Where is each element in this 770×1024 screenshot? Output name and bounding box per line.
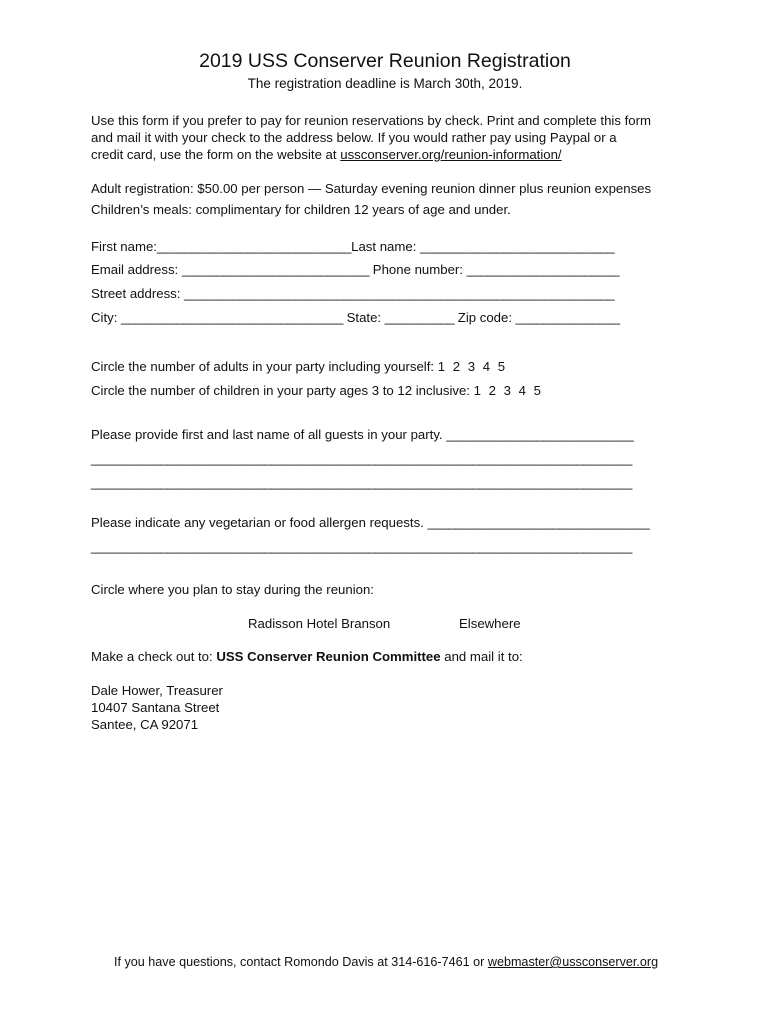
children-pricing: Children’s meals: complimentary for children 12 years of age and under. xyxy=(91,202,511,217)
children-count-row xyxy=(91,383,541,400)
requests-field-1[interactable]: ________________________________ xyxy=(427,515,650,530)
guests-label: Please provide first and last name of all guests in your party. xyxy=(91,427,447,442)
last-name-field[interactable]: ____________________________ xyxy=(420,239,615,254)
guests-field-3[interactable]: ______________________________________________________________________________ xyxy=(91,475,632,490)
street-field[interactable]: ______________________________________________________________ xyxy=(184,286,615,301)
deadline-subtitle: The registration deadline is March 30th, 2019. xyxy=(247,76,523,91)
intro-line-2: and mail it with your check to the address below. If you would rather pay using Paypal or a xyxy=(91,130,617,145)
guests-field-1[interactable]: ___________________________ xyxy=(446,427,634,442)
city-field[interactable]: ________________________________ xyxy=(121,310,343,325)
first-name-label: First name: xyxy=(91,239,157,254)
street-label: Street address: xyxy=(91,286,185,301)
webmaster-email-link[interactable]: webmaster@ussconserver.org xyxy=(487,955,659,969)
guests-row xyxy=(91,427,634,444)
footer-text: If you have questions, contact Romondo Davis at 314-616-7461 or xyxy=(114,955,488,969)
stay-option-elsewhere[interactable]: Elsewhere xyxy=(459,616,521,631)
children-count-options[interactable]: 1 2 3 4 5 xyxy=(473,383,541,398)
email-field[interactable]: ___________________________ xyxy=(181,262,370,277)
adults-count-row xyxy=(91,359,505,376)
state-label: State: xyxy=(342,310,385,325)
guests-field-2[interactable]: ______________________________________________________________________________ xyxy=(91,451,632,466)
address-line-1: Dale Hower, Treasurer xyxy=(91,683,223,698)
adults-count-options[interactable]: 1 2 3 4 5 xyxy=(437,359,506,374)
reunion-info-link[interactable]: ussconserver.org/reunion-information/ xyxy=(340,147,562,162)
requests-label: Please indicate any vegetarian or food allergen requests. xyxy=(91,515,428,530)
name-row xyxy=(91,239,614,256)
requests-row xyxy=(91,515,649,532)
address-line-3: Santee, CA 92071 xyxy=(91,717,199,732)
intro-line-3 xyxy=(91,147,562,164)
adults-count-label: Circle the number of adults in your party including yourself: xyxy=(91,359,435,374)
payment-suffix: and mail it to: xyxy=(440,649,523,664)
state-field[interactable]: __________ xyxy=(384,310,455,325)
page-title: 2019 USS Conserver Reunion Registration xyxy=(199,50,571,72)
payment-instructions xyxy=(91,649,523,666)
email-label: Email address: xyxy=(91,262,182,277)
stay-label: Circle where you plan to stay during the reunion: xyxy=(91,582,374,597)
zip-label: Zip code: xyxy=(454,310,516,325)
city-label: City: xyxy=(91,310,122,325)
payment-prefix: Make a check out to: xyxy=(91,649,217,664)
adult-pricing: Adult registration: $50.00 per person — Saturday evening reunion dinner plus reunion expenses xyxy=(91,181,652,196)
requests-field-2[interactable]: ______________________________________________________________________________ xyxy=(91,539,632,554)
street-row xyxy=(91,286,614,303)
address-line-2: 10407 Santana Street xyxy=(91,700,220,715)
contact-row xyxy=(91,262,619,279)
city-row xyxy=(91,310,620,327)
intro-line-1: Use this form if you prefer to pay for reunion reservations by check. Print and complete this form xyxy=(91,113,651,128)
children-count-label: Circle the number of children in your party ages 3 to 12 inclusive: xyxy=(91,383,470,398)
footer-contact xyxy=(114,955,658,971)
payee-name: USS Conserver Reunion Committee xyxy=(216,649,441,664)
intro-line-3-text: credit card, use the form on the website at xyxy=(91,147,341,162)
zip-field[interactable]: _______________ xyxy=(515,310,620,325)
last-name-label: Last name: xyxy=(351,239,421,254)
phone-field[interactable]: ______________________ xyxy=(466,262,620,277)
phone-label: Phone number: xyxy=(369,262,467,277)
first-name-field[interactable]: ____________________________ xyxy=(156,239,352,254)
stay-option-radisson[interactable]: Radisson Hotel Branson xyxy=(248,616,391,631)
